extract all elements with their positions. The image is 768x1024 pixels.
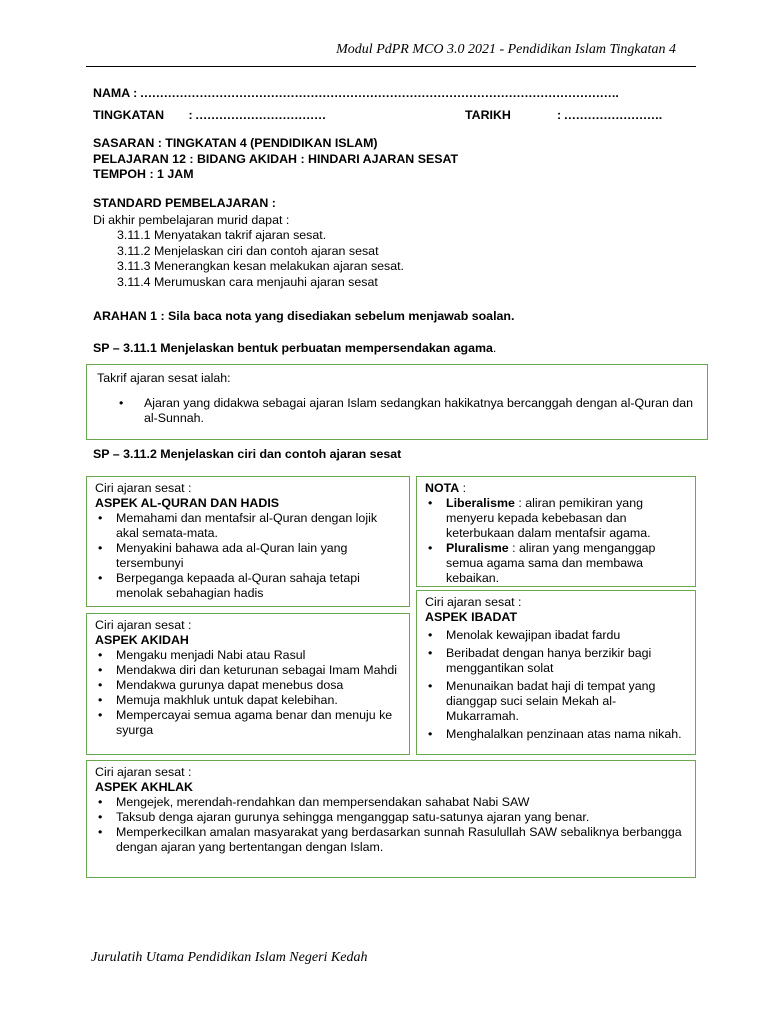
takrif-box [86,364,708,440]
list-item: • Taksub denga ajaran gurunya sehingga menganggap satu-satunya ajaran yang benar. [113,810,687,825]
footer-text: Jurulatih Utama Pendidikan Islam Negeri Kedah [91,950,368,965]
list-item: • Mempercayai semua agama benar dan menuju ke syurga [113,708,401,738]
ibadat-box [416,590,696,755]
list-item: • Menolak kewajipan ibadat fardu [443,628,687,643]
akidah-list [95,648,401,738]
standard-intro: Di akhir pembelajaran murid dapat : [93,212,290,227]
objective-item: 3.11.1 Menyatakan takrif ajaran sesat. [117,228,327,242]
list-item: • Beribadat dengan hanya berzikir bagi menggantikan solat [443,646,687,676]
box-heading: NOTA [425,481,460,495]
sp1-tail: . [492,341,497,355]
akidah-box [86,613,410,755]
objective-item: 3.11.2 Menjelaskan ciri dan contoh ajaran sesat [117,243,379,258]
instruction-line: ARAHAN 1 : Sila baca nota yang disediakan sebelum menjawab soalan. [93,309,515,323]
nama-label: NAMA [93,86,130,100]
nama-row [93,86,683,108]
nota-desc: : aliran pemikiran yang menyeru kepada kebebasan dan keterbukaan dalam mentafsir agama. [446,496,651,540]
tingkatan-row [93,108,683,130]
nota-term: Pluralisme [446,541,509,555]
quran-hadis-box [86,476,410,607]
list-item: • Menunaikan badat haji di tempat yang dianggap suci selain Mekah al-Mukarramah. [443,679,687,724]
box-heading: ASPEK AKIDAH [95,633,189,647]
box-caption: Ciri ajaran sesat : [95,765,192,779]
list-item: • Menghalalkan penzinaan atas nama nikah. [443,727,687,742]
list-item: • Mendakwa diri dan keturunan sebagai Imam Mahdi [113,663,401,678]
list-item [443,496,687,541]
lesson-info [93,136,458,183]
takrif-title: Takrif ajaran sesat ialah: [97,371,231,385]
header-rule [86,66,696,67]
nota-colon: : [459,481,467,495]
nota-desc: : aliran yang menganggap semua agama sama dan membawa kebaikan. [446,541,656,585]
akhlak-box [86,760,696,878]
list-item [443,541,687,586]
akhlak-list [95,795,687,855]
tarikh-label: TARIKH [465,108,511,122]
list-item: • Mengaku menjadi Nabi atau Rasul [113,648,401,663]
takrif-list [97,396,697,426]
sasaran-line: SASARAN : TINGKATAN 4 (PENDIDIKAN ISLAM) [93,136,378,150]
list-item: • Mengejek, merendah-rendahkan dan mempersendakan sahabat Nabi SAW [113,795,687,810]
student-fields [93,86,683,130]
nota-box [416,476,696,587]
standard-heading: STANDARD PEMBELAJARAN : [93,196,276,210]
nota-list [425,496,687,586]
list-item: • Ajaran yang didakwa sebagai ajaran Islam sedangkan hakikatnya bercanggah dengan al-Quran dan al-Sunnah. [141,396,697,426]
nota-term: Liberalisme [446,496,515,510]
ibadat-list [425,628,687,742]
list-item: • Memahami dan mentafsir al-Quran dengan lojik akal semata-mata. [113,511,401,541]
box-heading: ASPEK AKHLAK [95,780,193,794]
tarikh-field[interactable]: : ……………………. [557,108,662,122]
pelajaran-line: PELAJARAN 12 : BIDANG AKIDAH : HINDARI AJARAN SESAT [93,151,459,166]
list-item: • Berpeganga kepaada al-Quran sahaja tetapi menolak sebahagian hadis [113,571,401,601]
box-caption: Ciri ajaran sesat : [425,595,522,609]
quran-list [95,511,401,601]
sp1-heading [93,341,496,357]
list-item: • Memperkecilkan amalan masyarakat yang berdasarkan sunnah Rasulullah SAW sebaliknya berbangga dengan ajaran yang bertentangan dengan Islam. [113,825,687,855]
list-item: • Menyakini bahawa ada al-Quran lain yang tersembunyi [113,541,401,571]
sp2-heading: SP – 3.11.2 Menjelaskan ciri dan contoh ajaran sesat [93,447,402,461]
header-title: Modul PdPR MCO 3.0 2021 - Pendidikan Islam Tingkatan 4 [336,42,676,57]
nama-field[interactable]: : …………………………………………………………………………………………………………. [133,86,619,100]
learning-standard [93,196,404,290]
box-caption: Ciri ajaran sesat : [95,618,192,632]
box-heading: ASPEK AL-QURAN DAN HADIS [95,496,280,510]
objective-item: 3.11.3 Menerangkan kesan melakukan ajaran sesat. [117,259,404,273]
box-heading: ASPEK IBADAT [425,610,518,624]
tingkatan-label: TINGKATAN [93,108,165,122]
objective-item: 3.11.4 Merumuskan cara menjauhi ajaran sesat [117,274,378,289]
sp1-text: SP – 3.11.1 Menjelaskan bentuk perbuatan mempersendakan agama [93,341,493,355]
tingkatan-field[interactable]: : …………………………… [188,108,326,122]
list-item: • Memuja makhluk untuk dapat kelebihan. [113,693,401,708]
box-caption: Ciri ajaran sesat : [95,481,192,495]
tempoh-line: TEMPOH : 1 JAM [93,167,194,181]
nota-heading-line [425,481,687,496]
list-item: • Mendakwa gurunya dapat menebus dosa [113,678,401,693]
